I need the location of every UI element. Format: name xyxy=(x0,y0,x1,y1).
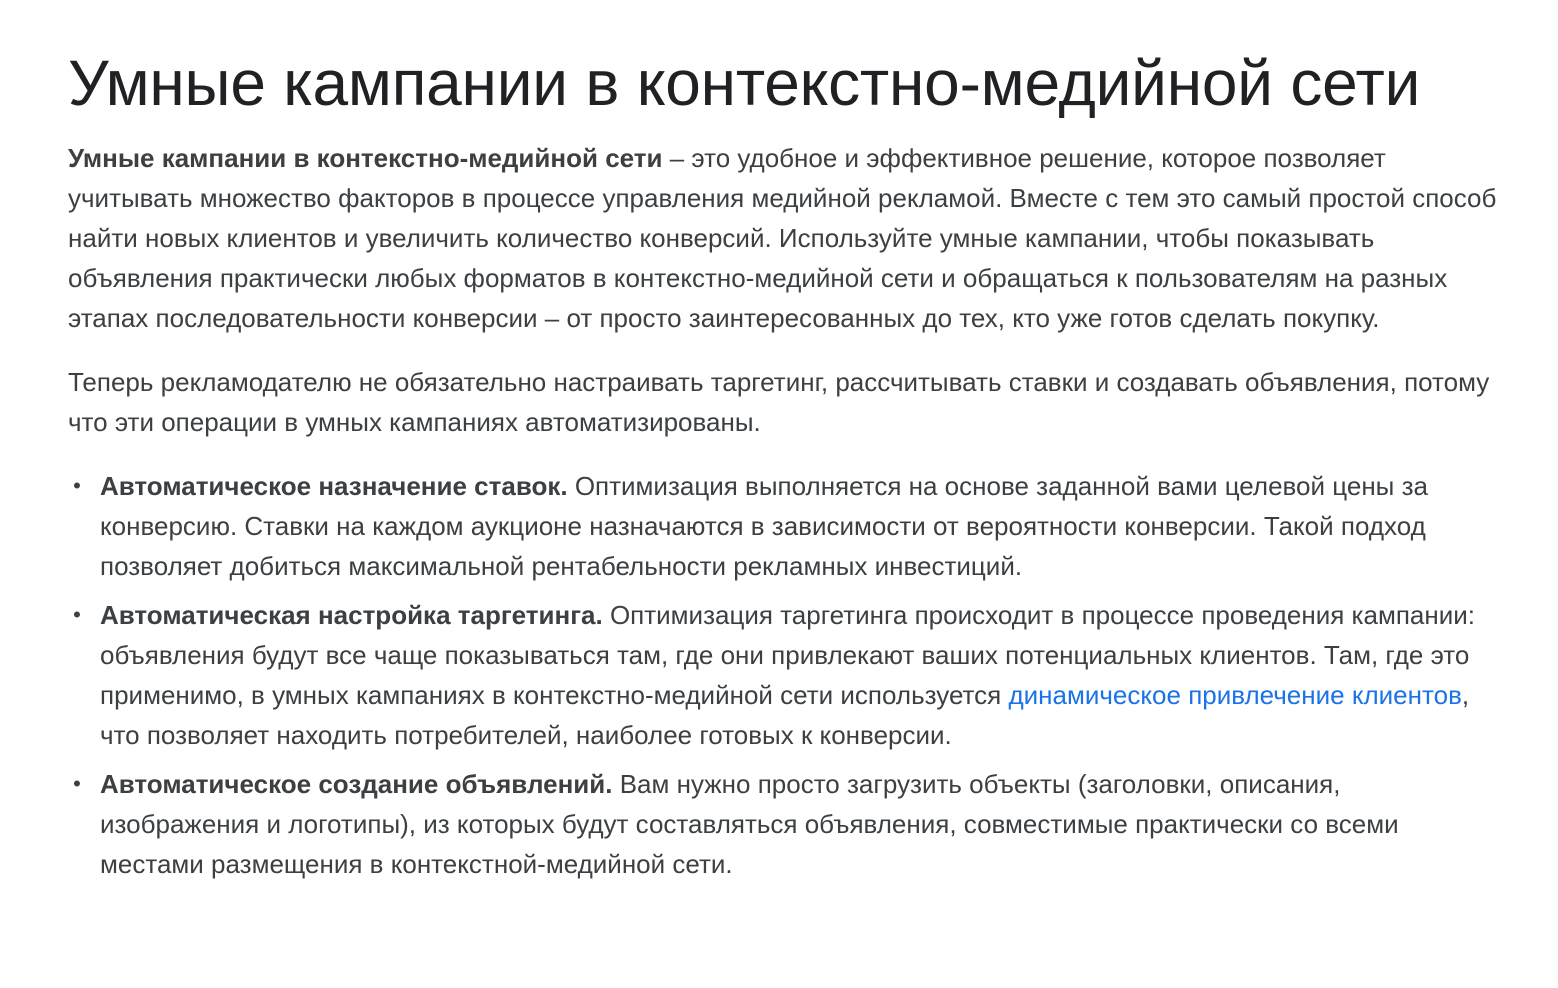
list-item-text-after: , что позволяет находить потребителей, наиболее готовых к конверсии. xyxy=(100,680,1470,750)
intro-text: – это удобное и эффективное решение, которое позволяет учитывать множество факторов в процессе управления медийной рекламой. Вместе с тем это самый простой способ найти новых клиентов и увеличить количество конверсий. Используйте умные кампании, чтобы показывать объявления практически любых форматов в контекстно-медийной сети и обращаться к пользователям на разных этапах последовательности конверсии – от просто заинтересованных до тех, кто уже готов сделать покупку. xyxy=(68,143,1497,333)
dynamic-prospecting-link[interactable]: динамическое привлечение клиентов xyxy=(1008,680,1462,710)
list-item-ad-creation xyxy=(68,764,1498,884)
list-item-text: Вам нужно просто загрузить объекты (заголовки, описания, изображения и логотипы), из которых будут составляться объявления, совместимые практически со всеми местами размещения в контекстной-медийной сети. xyxy=(100,769,1399,879)
list-item-title: Автоматическая настройка таргетинга. xyxy=(100,600,603,630)
page-title: Умные кампании в контекстно-медийной сети xyxy=(68,47,1421,119)
list-item-bidding xyxy=(68,466,1498,586)
bullet-icon: • xyxy=(73,602,81,627)
list-item-targeting xyxy=(68,595,1498,755)
list-item-text: Оптимизация выполняется на основе заданной вами целевой цены за конверсию. Ставки на каждом аукционе назначаются в зависимости от вероятности конверсии. Такой подход позволяет добиться максимальной рентабельности рекламных инвестиций. xyxy=(100,471,1428,581)
list-item-title: Автоматическое назначение ставок. xyxy=(100,471,568,501)
bullet-icon: • xyxy=(73,473,81,498)
automation-paragraph: Теперь рекламодателю не обязательно настраивать таргетинг, рассчитывать ставки и создавать объявления, потому что эти операции в умных кампаниях автоматизированы. xyxy=(68,367,1490,437)
list-item-title: Автоматическое создание объявлений. xyxy=(100,769,613,799)
intro-bold-term: Умные кампании в контекстно-медийной сети xyxy=(68,143,663,173)
intro-paragraph xyxy=(68,138,1498,338)
list-item-text: Оптимизация таргетинга происходит в процессе проведения кампании: объявления будут все чаще показываться там, где они привлекают ваших потенциальных клиентов. Там, где это применимо, в умных кампаниях в контекстно-медийной сети используется xyxy=(100,600,1476,710)
bullet-icon: • xyxy=(73,771,81,796)
feature-list xyxy=(68,466,1498,884)
